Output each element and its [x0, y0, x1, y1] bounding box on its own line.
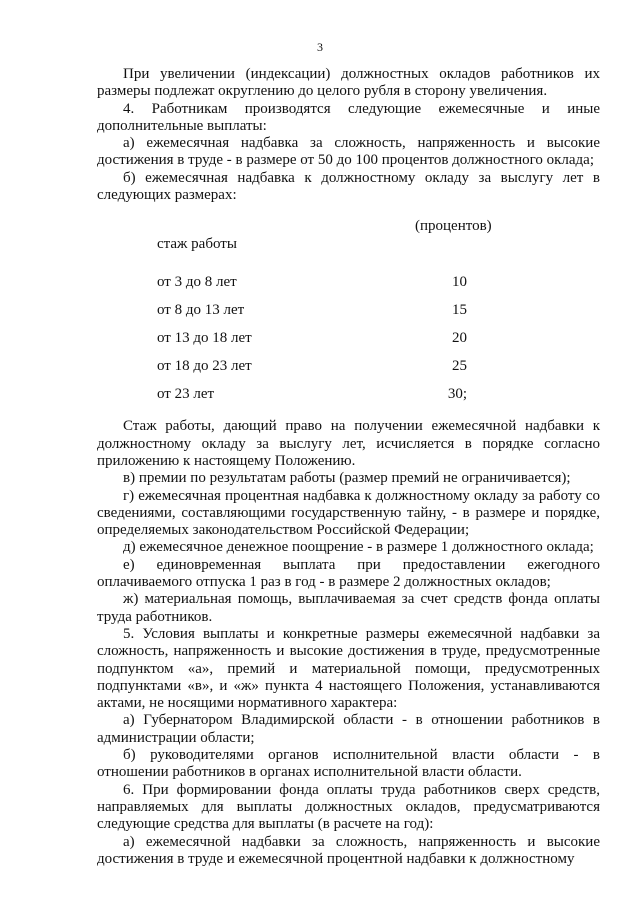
paragraph-5: 5. Условия выплаты и конкретные размеры ежемесячной надбавки за сложность, напряженность и высокие достижения в труде, предусмотренные подпунктом «а», премий и материальной помощи, предусмотренных подпунктами «в», и «ж» пункта 4 настоящего Положения, устанавливаются актами, не носящими нормативного характера: [97, 625, 600, 712]
row-period: от 23 лет [157, 386, 215, 403]
paragraph-4e: е) единовременная выплата при предоставлении ежегодного оплачиваемого отпуска 1 раз в год - в размере 2 должностных окладов; [97, 556, 600, 591]
page-number: 3 [317, 40, 323, 54]
seniority-table [97, 204, 600, 403]
row-period: от 8 до 13 лет [157, 302, 245, 319]
row-value: 30; [447, 386, 467, 403]
paragraph-4b: б) ежемесячная надбавка к должностному окладу за выслугу лет в следующих размерах: [97, 169, 600, 204]
paragraph-6: 6. При формировании фонда оплаты труда работников сверх средств, направляемых для выплаты должностных окладов, предусматриваются следующие средства для выплаты (в расчете на год): [97, 781, 600, 833]
row-period: от 13 до 18 лет [157, 330, 252, 347]
paragraph-5a: а) Губернатором Владимирской области - в отношении работников в администрации области; [97, 712, 600, 746]
paragraph-4d: д) ежемесячное денежное поощрение - в размере 1 должностного оклада; [123, 539, 594, 556]
paragraph-4zh: ж) материальная помощь, выплачиваемая за счет средств фонда оплаты труда работников. [97, 591, 600, 625]
paragraph-4a: а) ежемесячная надбавка за сложность, напряженность и высокие достижения в труде - в размере от 50 до 100 процентов должностного оклада; [97, 135, 600, 169]
row-period: от 18 до 23 лет [157, 358, 252, 375]
row-value: 15 [452, 302, 467, 319]
table-header: стаж работы [157, 236, 237, 253]
paragraph-rounding: При увеличении (индексации) должностных окладов работников их размеры подлежат округлению до целого рубля в сторону увеличения. [97, 66, 600, 100]
paragraph-5b: б) руководителями органов исполнительной власти области - в отношении работников в органах исполнительной власти области. [97, 747, 600, 781]
table-unit-label: (процентов) [415, 218, 492, 235]
paragraph-seniority-note: Стаж работы, дающий право на получении ежемесячной надбавки к должностному окладу за выслугу лет, исчисляется в порядке согласно приложению к настоящему Положению. [97, 418, 600, 469]
row-value: 20 [452, 330, 467, 347]
document-body [97, 66, 600, 868]
paragraph-6a: а) ежемесячной надбавки за сложность, напряженность и высокие достижения в труде и ежемесячной процентной надбавки к должностному [97, 833, 600, 867]
row-value: 10 [452, 274, 467, 291]
paragraph-4: 4. Работникам производятся следующие ежемесячные и иные дополнительные выплаты: [97, 100, 600, 134]
paragraph-4v: в) премии по результатам работы (размер премий не ограничивается); [123, 470, 571, 487]
row-period: от 3 до 8 лет [157, 274, 237, 291]
paragraph-4g: г) ежемесячная процентная надбавка к должностному окладу за работу со сведениями, составляющими государственную тайну, - в размере и порядке, определяемых законодательством Российской Федерации; [97, 487, 600, 539]
row-value: 25 [452, 358, 467, 375]
